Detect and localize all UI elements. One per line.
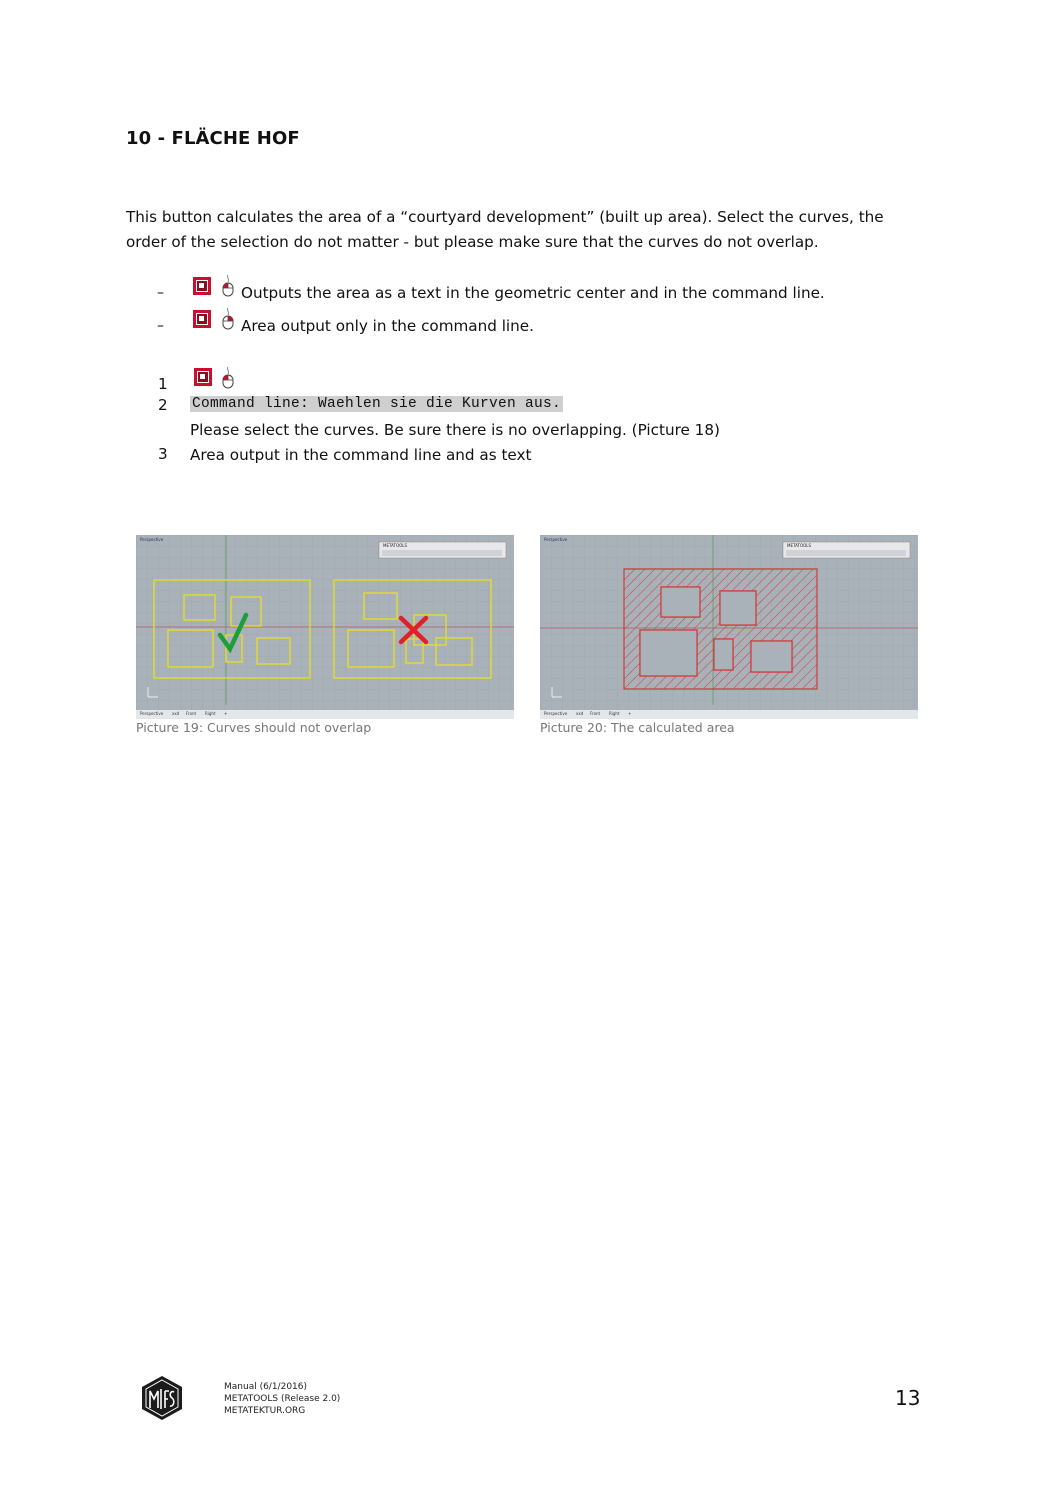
footer-release: METATOOLS (Release 2.0)	[224, 1394, 341, 1404]
mouse-right-click-icon	[221, 307, 235, 335]
command-line-text: Command line: Waehlen sie die Kurven aus.	[192, 396, 562, 412]
figure-caption: Picture 19: Curves should not overlap	[136, 720, 372, 735]
figure-caption: Picture 20: The calculated area	[540, 720, 735, 735]
bullet-marker: –	[157, 285, 164, 301]
bullet-text: Area output only in the command line.	[241, 317, 534, 335]
viewport-tab: +	[224, 711, 228, 716]
step-text: Please select the curves. Be sure there is no overlapping. (Picture 18)	[190, 421, 720, 439]
metatools-button-icon	[194, 368, 212, 390]
step-number: 1	[158, 375, 168, 393]
footer-manual-date: Manual (6/1/2016)	[224, 1382, 308, 1392]
mouse-left-click-icon	[221, 366, 235, 394]
step-text: Area output in the command line and as text	[190, 446, 532, 464]
viewport-tab: Right	[205, 711, 216, 716]
toolbar-title: METATOOLS	[383, 543, 408, 548]
viewport-tab: xxd	[172, 711, 180, 716]
step-number: 2	[158, 396, 168, 414]
viewport-tab: Front	[186, 711, 197, 716]
footer-website: METATEKTUR.ORG	[224, 1406, 306, 1416]
step-number: 3	[158, 445, 168, 463]
viewport-label: Perspective	[140, 537, 164, 542]
section-heading: 10 - FLÄCHE HOF	[126, 128, 300, 149]
viewport-tab: Front	[590, 711, 601, 716]
viewport-tab: Perspective	[140, 711, 164, 716]
screenshot-picture-19	[136, 535, 514, 719]
viewport-tab: +	[628, 711, 632, 716]
metatools-button-icon	[193, 277, 211, 299]
toolbar-title: METATOOLS	[787, 543, 812, 548]
mouse-left-click-icon	[221, 274, 235, 302]
bullet-marker: –	[157, 318, 164, 334]
metatools-button-icon	[193, 310, 211, 332]
viewport-label: Perspective	[544, 537, 568, 542]
viewport-tab: Perspective	[544, 711, 568, 716]
viewport-tab: xxd	[576, 711, 584, 716]
intro-paragraph: This button calculates the area of a “courtyard development” (built up area). Select the curves, the order of the selection do not matter - but please make sure that the curves do not overlap.	[126, 208, 884, 251]
bullet-text: Outputs the area as a text in the geometric center and in the command line.	[241, 284, 825, 302]
screenshot-picture-20	[540, 535, 918, 719]
viewport-tab: Right	[609, 711, 620, 716]
metatektur-logo	[140, 1375, 184, 1425]
page-number: 13	[895, 1386, 921, 1410]
